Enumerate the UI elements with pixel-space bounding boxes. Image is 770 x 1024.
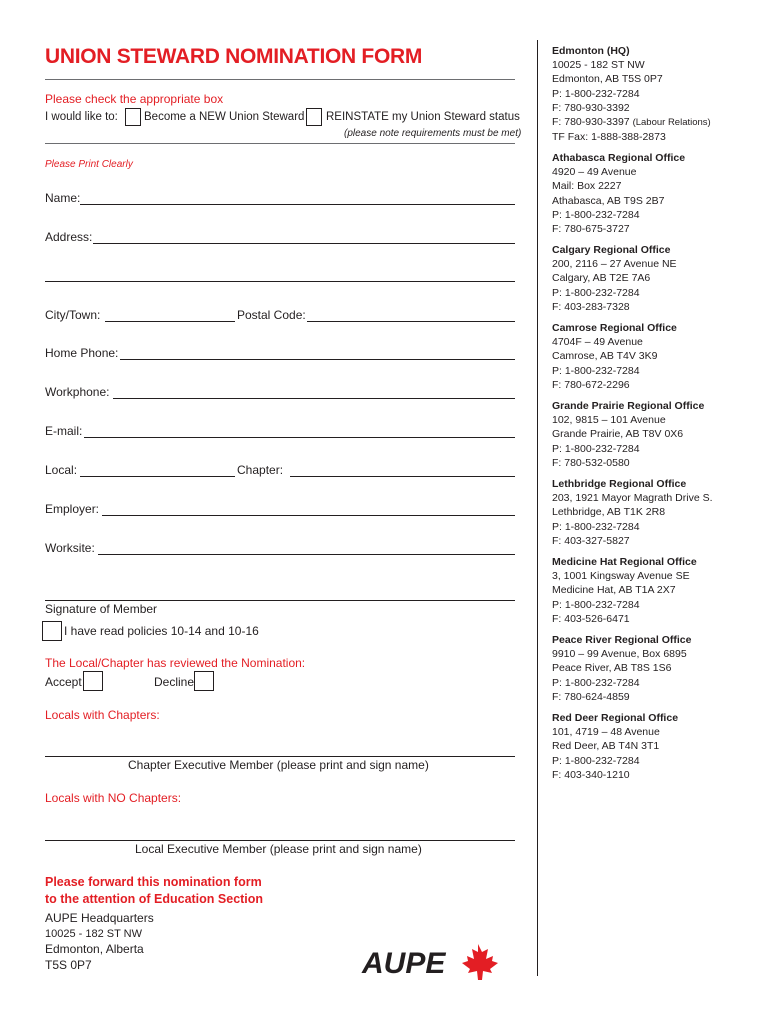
home-phone-input[interactable] <box>120 359 515 360</box>
address-input[interactable] <box>93 243 515 244</box>
form-title: UNION STEWARD NOMINATION FORM <box>45 45 423 68</box>
locals-no-chapters-heading: Locals with NO Chapters: <box>45 791 182 805</box>
office-line: Camrose, AB T4V 3K9 <box>552 350 658 363</box>
new-steward-label: Become a NEW Union Steward <box>144 111 305 123</box>
column-divider <box>537 40 538 976</box>
office-line: F: 403-283-7328 <box>552 300 630 313</box>
local-exec-input[interactable] <box>45 840 515 841</box>
chapter-exec-input[interactable] <box>45 756 515 757</box>
employer-label: Employer: <box>45 502 100 516</box>
office-peace-river <box>552 633 767 704</box>
office-line: F: 403-526-6471 <box>552 612 630 625</box>
office-name: Medicine Hat Regional Office <box>552 556 697 568</box>
chapter-input[interactable] <box>290 476 515 477</box>
office-athabasca <box>552 151 767 236</box>
email-label: E-mail: <box>45 424 83 438</box>
office-line: Medicine Hat, AB T1A 2X7 <box>552 584 676 597</box>
print-clearly-note: Please Print Clearly <box>45 159 133 170</box>
work-phone-input[interactable] <box>113 398 515 399</box>
name-label: Name: <box>45 191 81 205</box>
office-name: Camrose Regional Office <box>552 322 677 334</box>
office-name: Peace River Regional Office <box>552 634 692 646</box>
city-label: City/Town: <box>45 308 101 322</box>
office-line: P: 1-800-232-7284 <box>552 754 640 767</box>
office-line: F: 780-532-0580 <box>552 456 630 469</box>
office-grande-prairie <box>552 399 767 470</box>
office-line: P: 1-800-232-7284 <box>552 208 640 221</box>
office-camrose <box>552 321 767 392</box>
office-edmonton <box>552 44 767 144</box>
i-would-like-label: I would like to: <box>45 111 118 123</box>
office-name: Grande Prairie Regional Office <box>552 400 705 412</box>
policies-checkbox[interactable] <box>42 621 62 641</box>
accept-checkbox[interactable] <box>83 671 103 691</box>
name-input[interactable] <box>80 204 515 205</box>
office-line: P: 1-800-232-7284 <box>552 598 640 611</box>
office-lethbridge <box>552 477 767 548</box>
decline-label: Decline <box>154 675 195 689</box>
office-line: F: 403-327-5827 <box>552 534 630 547</box>
office-line: 203, 1921 Mayor Magrath Drive S. <box>552 492 713 505</box>
office-line: 4704F – 49 Avenue <box>552 336 643 349</box>
office-line: Lethbridge, AB T1K 2R8 <box>552 506 666 519</box>
chapter-exec-label: Chapter Executive Member (please print and sign name) <box>128 758 429 772</box>
office-name: Red Deer Regional Office <box>552 712 679 724</box>
forward-line-2: to the attention of Education Section <box>45 892 264 906</box>
aupe-logo <box>360 940 505 980</box>
hq-line: AUPE Headquarters <box>45 911 154 925</box>
title-divider <box>45 79 515 80</box>
postal-code-input[interactable] <box>307 321 515 322</box>
reinstate-label: REINSTATE my Union Steward status <box>326 111 520 123</box>
chapter-label: Chapter: <box>237 463 284 477</box>
local-exec-label: Local Executive Member (please print and sign name) <box>135 842 422 856</box>
policies-label: I have read policies 10-14 and 10-16 <box>64 624 259 638</box>
local-label: Local: <box>45 463 78 477</box>
office-line: 4920 – 49 Avenue <box>552 166 637 179</box>
hq-line: 10025 - 182 ST NW <box>45 927 143 940</box>
worksite-label: Worksite: <box>45 541 95 555</box>
office-line: P: 1-800-232-7284 <box>552 286 640 299</box>
options-divider <box>45 143 515 144</box>
office-line: F: 780-672-2296 <box>552 378 630 391</box>
worksite-input[interactable] <box>98 554 515 555</box>
office-line: F: 780-930-3397 <box>552 116 630 129</box>
office-line: Peace River, AB T8S 1S6 <box>552 662 672 675</box>
office-medicine-hat <box>552 555 767 626</box>
office-line: P: 1-800-232-7284 <box>552 364 640 377</box>
home-phone-label: Home Phone: <box>45 346 119 360</box>
hq-line: Edmonton, Alberta <box>45 942 144 956</box>
office-name: Calgary Regional Office <box>552 244 671 256</box>
reinstate-checkbox[interactable] <box>306 108 322 126</box>
hq-line: T5S 0P7 <box>45 957 92 972</box>
forward-line-1: Please forward this nomination form <box>45 875 262 889</box>
accept-label: Accept <box>45 675 82 689</box>
new-steward-checkbox[interactable] <box>125 108 141 126</box>
office-name: Athabasca Regional Office <box>552 152 686 164</box>
forward-instructions <box>45 874 263 908</box>
office-line: Edmonton, AB T5S 0P7 <box>552 73 663 86</box>
office-name: Edmonton (HQ) <box>552 45 630 57</box>
office-red-deer <box>552 711 767 782</box>
office-line: P: 1-800-232-7284 <box>552 87 640 100</box>
office-line: 101, 4719 – 48 Avenue <box>552 726 660 739</box>
signature-label: Signature of Member <box>45 602 158 616</box>
office-line: P: 1-800-232-7284 <box>552 442 640 455</box>
office-line: Red Deer, AB T4N 3T1 <box>552 740 660 753</box>
office-line: 102, 9815 – 101 Avenue <box>552 414 666 427</box>
office-line: Grande Prairie, AB T8V 0X6 <box>552 428 684 441</box>
locals-with-chapters-heading: Locals with Chapters: <box>45 708 160 722</box>
review-heading: The Local/Chapter has reviewed the Nomination: <box>45 656 306 670</box>
maple-leaf-icon <box>462 944 498 980</box>
office-line: F: 780-930-3392 <box>552 101 630 114</box>
office-line: 200, 2116 – 27 Avenue NE <box>552 258 677 271</box>
city-input[interactable] <box>105 321 235 322</box>
office-line: Mail: Box 2227 <box>552 180 622 193</box>
email-input[interactable] <box>84 437 515 438</box>
local-input[interactable] <box>80 476 235 477</box>
office-line: Calgary, AB T2E 7A6 <box>552 272 651 285</box>
work-phone-label: Workphone: <box>45 385 110 399</box>
logo-wordmark: AUPE <box>362 947 446 980</box>
office-line: P: 1-800-232-7284 <box>552 520 640 533</box>
office-name: Lethbridge Regional Office <box>552 478 687 490</box>
check-box-prompt: Please check the appropriate box <box>45 92 224 106</box>
office-line: TF Fax: 1-888-388-2873 <box>552 131 666 144</box>
postal-code-label: Postal Code: <box>237 308 306 322</box>
office-line: F: 780-675-3727 <box>552 223 630 236</box>
office-line: 3, 1001 Kingsway Avenue SE <box>552 570 690 583</box>
office-line: F: 403-340-1210 <box>552 768 630 781</box>
employer-input[interactable] <box>102 515 515 516</box>
hq-address <box>45 911 154 973</box>
signature-input[interactable] <box>45 600 515 601</box>
address-input-line-2[interactable] <box>45 281 515 282</box>
office-note: (Labour Relations) <box>632 117 711 129</box>
address-label: Address: <box>45 230 93 244</box>
office-line: 9910 – 99 Avenue, Box 6895 <box>552 648 687 661</box>
office-line: 10025 - 182 ST NW <box>552 59 645 72</box>
office-line: Athabasca, AB T9S 2B7 <box>552 194 665 207</box>
decline-checkbox[interactable] <box>194 671 214 691</box>
office-line: F: 780-624-4859 <box>552 690 630 703</box>
requirements-note: (please note requirements must be met) <box>344 128 522 139</box>
office-line: P: 1-800-232-7284 <box>552 676 640 689</box>
office-calgary <box>552 243 767 314</box>
